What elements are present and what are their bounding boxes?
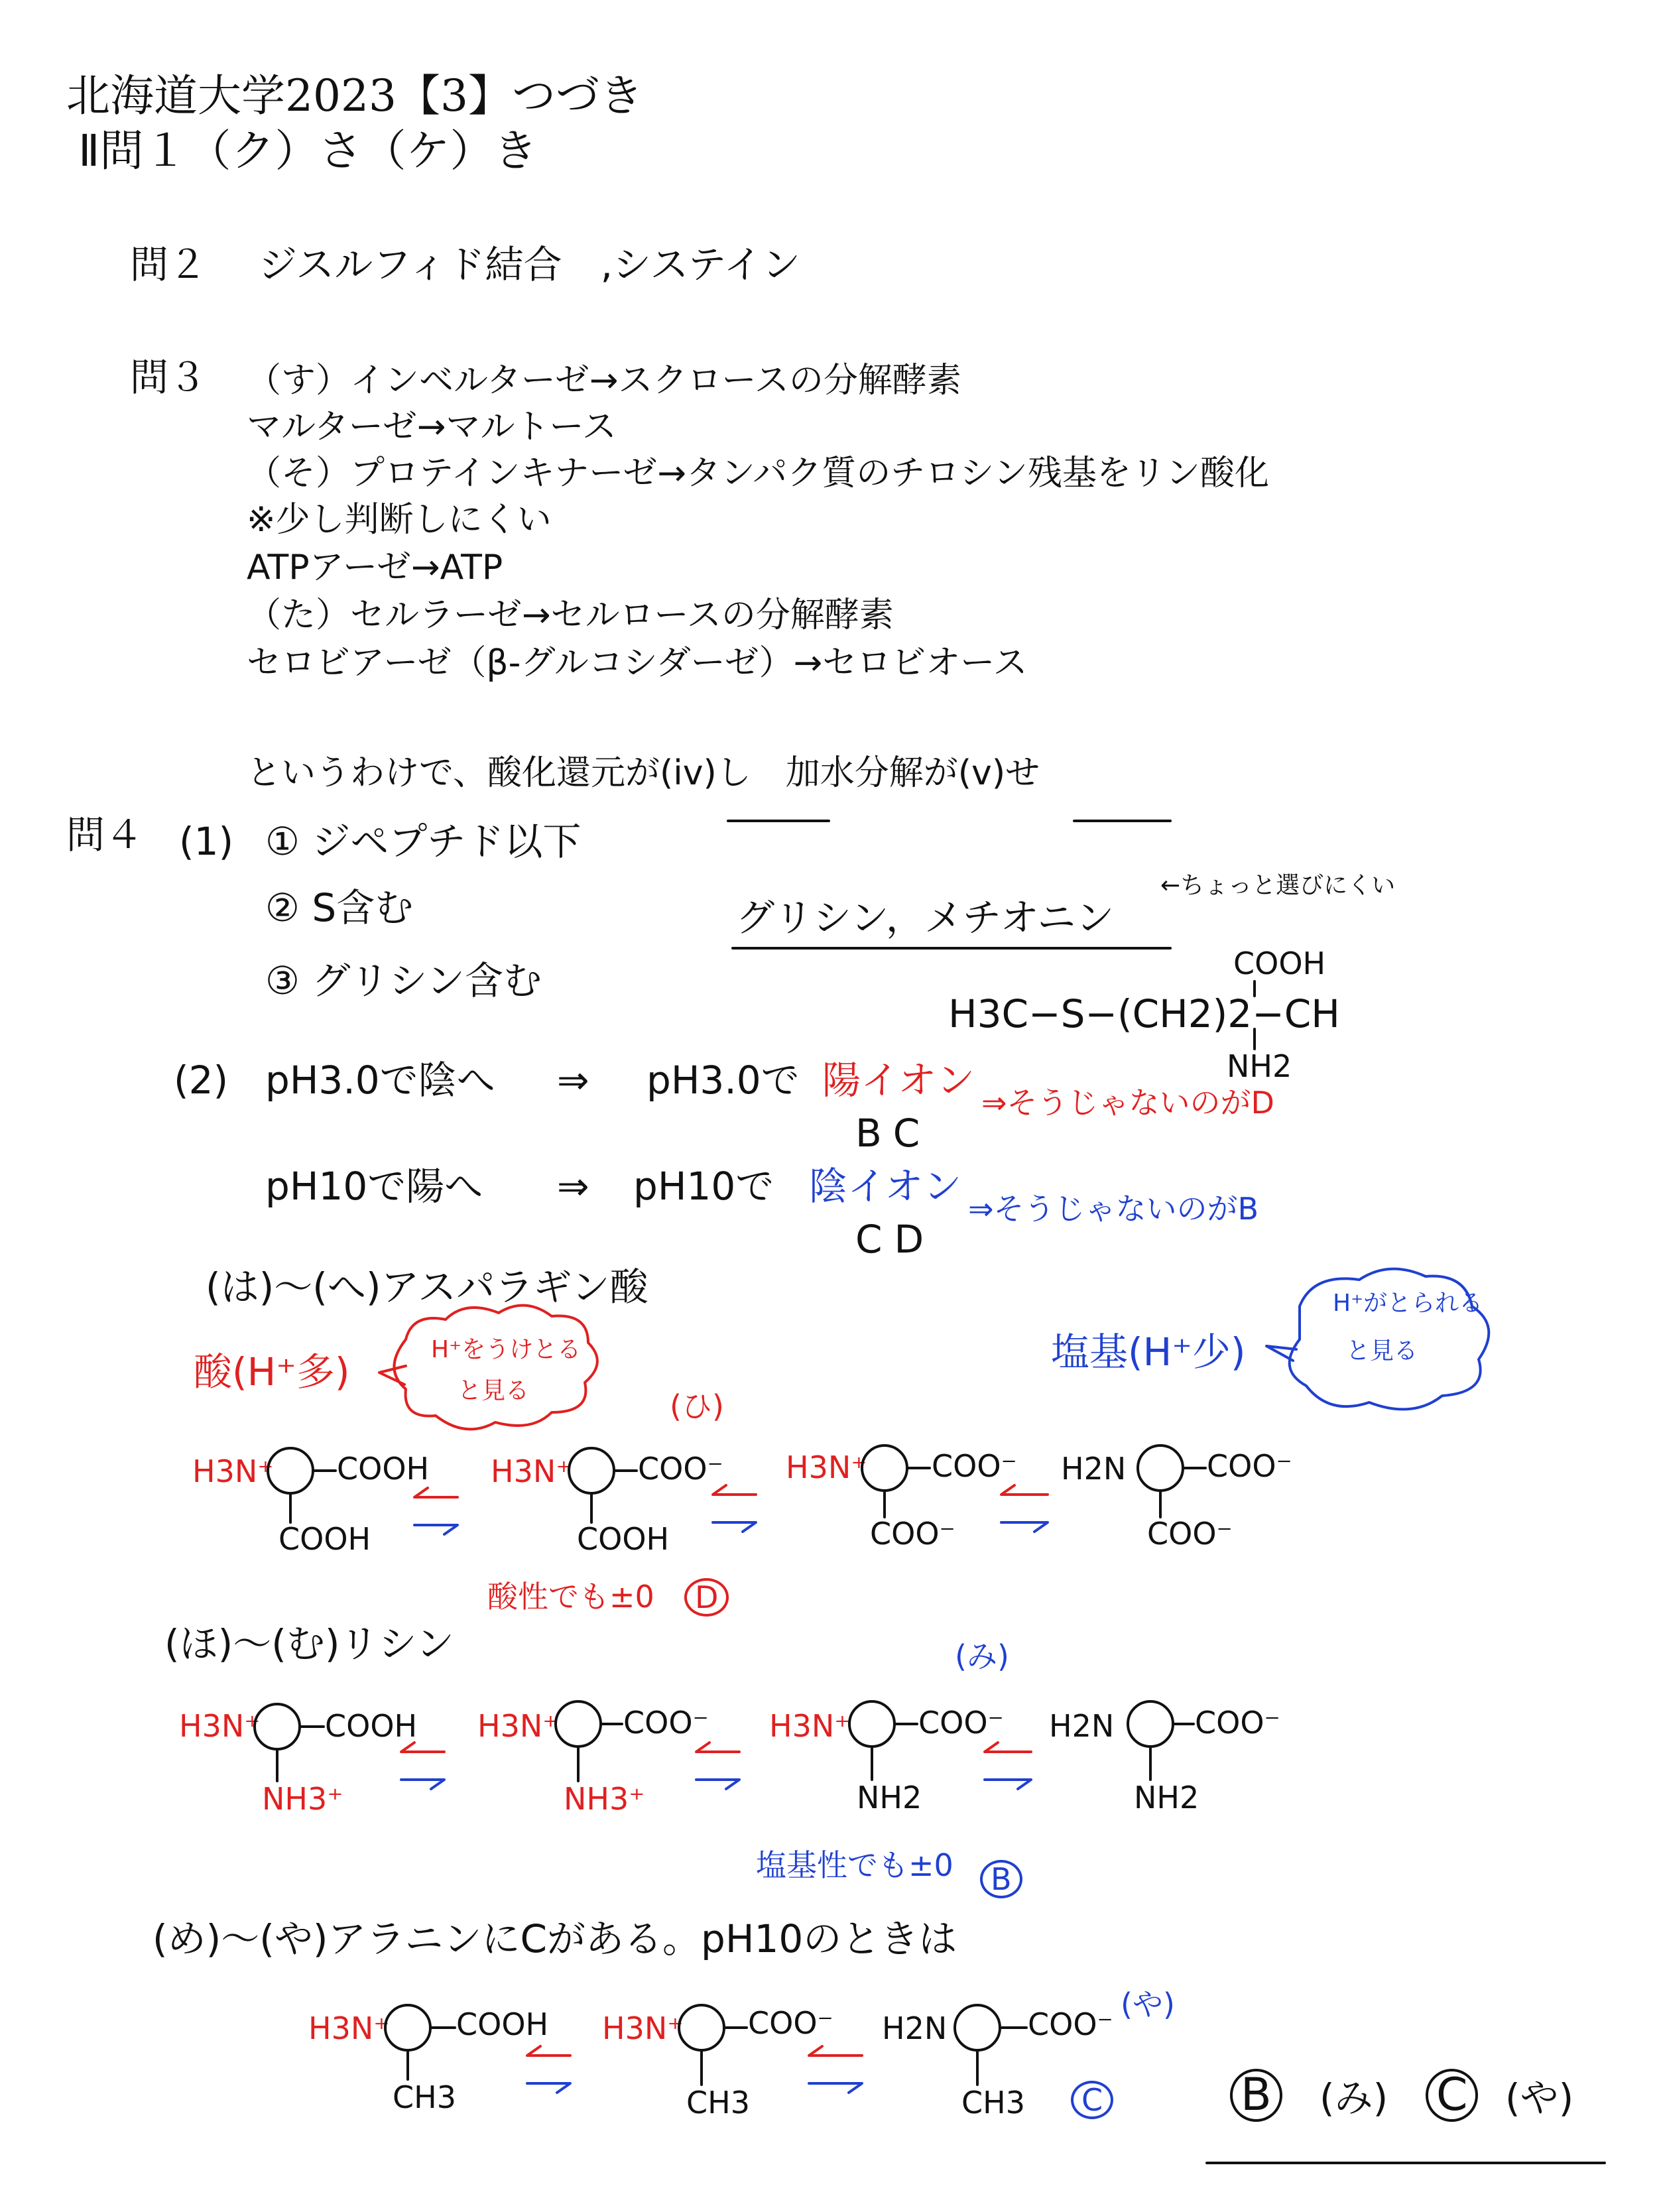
ph10-note: ⇒そうじゃないのがB [968, 1191, 1259, 1227]
ala-s2-right: COO⁻ [748, 2005, 833, 2041]
q1-answer-line: Ⅱ問１（ク）さ（ケ）き [78, 125, 538, 176]
ala-s3-right: COO⁻ [1028, 2006, 1113, 2042]
ala-s3-left: H2N [882, 2010, 948, 2046]
ala-s1-right: COOH [456, 2006, 549, 2042]
asp-base-bubble-2: と見る [1346, 1337, 1418, 1365]
q3-line-6: （た）セルラーゼ→セルロースの分解酵素 [247, 595, 894, 635]
lys-heading: (ほ)〜(む)リシン [164, 1621, 455, 1666]
ala-s1-left: H3N⁺ [308, 2010, 390, 2046]
lys-s1-left: H3N⁺ [179, 1708, 261, 1744]
q4-part2-label: (2) [174, 1058, 229, 1103]
q3-conclusion: というわけで、酸化還元が(iv)し 加水分解が(v)せ [247, 753, 1040, 793]
ph10-letters: CD [855, 1217, 936, 1262]
base-bubble-tail [1266, 1346, 1296, 1361]
asp-acid-label: 酸(H⁺多) [194, 1349, 350, 1394]
final-c: C [1426, 2069, 1478, 2122]
asp-s3-right: COO⁻ [932, 1448, 1017, 1484]
asp-s2-bottom: COOH [577, 1521, 670, 1557]
ph10-arrow: ⇒ [557, 1164, 589, 1209]
ala-note-circle: C [1071, 2081, 1113, 2119]
q3-line-4: ※少し判断しにくい [247, 500, 552, 540]
ala-s3-bottom: CH3 [961, 2085, 1025, 2120]
asp-tag: (ひ) [670, 1388, 724, 1424]
final-mi: (み) [1320, 2075, 1388, 2120]
asp-s2-left: H3N⁺ [491, 1453, 572, 1489]
page-title: 北海道大学2023【3】つづき [66, 70, 643, 121]
q3-line-2: マルターゼ→マルトース [247, 407, 617, 447]
asp-acid-bubble-1: H⁺をうけとる [431, 1336, 582, 1363]
asp-base-label: 塩基(H⁺少) [1051, 1329, 1246, 1375]
q3-line-3: （そ）プロテインキナーゼ→タンパク質のチロシン残基をリン酸化 [247, 454, 1269, 493]
q4-part1-label: (1) [179, 819, 234, 864]
ala-heading: (め)〜(や)アラニンにCがある。pH10のときは [153, 1916, 957, 1961]
lys-s2-bottom: NH3⁺ [564, 1781, 645, 1817]
ph3-letters: BC [855, 1111, 932, 1156]
asp-s1-left: H3N⁺ [192, 1453, 274, 1489]
asp-s4-left: H2N [1061, 1451, 1127, 1487]
ala-tag: (や) [1121, 1987, 1175, 2022]
methionine-nh2: NH2 [1227, 1048, 1292, 1084]
final-ya: (や) [1505, 2075, 1574, 2120]
ph3-left: pH3.0で陰へ [265, 1058, 495, 1103]
asp-acid-bubble-2: と見る [458, 1377, 530, 1404]
acid-bubble-tail [379, 1366, 406, 1384]
lys-s4-right: COO⁻ [1195, 1705, 1280, 1741]
ph3-right: pH3.0で [646, 1058, 800, 1103]
asp-note-circle: D [684, 1578, 729, 1617]
q4-note: ←ちょっと選びにくい [1160, 872, 1396, 899]
ph3-note: ⇒そうじゃないのがD [981, 1085, 1274, 1121]
q4-item-2: ② S含む [265, 885, 414, 930]
ph3-cation: 陽イオン [822, 1058, 975, 1103]
q4-item-1: ① ジペプチド以下 [265, 819, 582, 864]
asp-s4-bottom: COO⁻ [1147, 1516, 1233, 1552]
ala-s1-bottom: CH3 [393, 2079, 456, 2115]
final-b: B [1230, 2069, 1282, 2122]
asp-s3-bottom: COO⁻ [870, 1516, 955, 1552]
q4-label: 問４ [66, 812, 144, 857]
asp-base-bubble-1: H⁺がとられる [1333, 1290, 1483, 1317]
lys-s3-right: COO⁻ [918, 1705, 1004, 1741]
q2-answer: ジスルフィド結合 ,システイン [259, 242, 801, 287]
asp-s1-right: COOH [337, 1451, 430, 1487]
lys-s2-right: COO⁻ [623, 1705, 709, 1741]
lys-s3-left: H3N⁺ [769, 1708, 851, 1744]
acid-thought-bubble [395, 1306, 597, 1430]
asp-note: 酸性でも±0 [487, 1579, 654, 1615]
lys-tag: (み) [955, 1638, 1009, 1674]
methionine-chain: H3C−S−(CH2)2−CH [948, 991, 1340, 1036]
lys-s3-bottom: NH2 [857, 1780, 922, 1815]
lys-equilibrium-arrows [401, 1743, 1031, 1789]
ph3-arrow: ⇒ [557, 1058, 589, 1103]
q3-line-1: （す）インベルターゼ→スクロースの分解酵素 [247, 361, 961, 400]
q2-label: 問２ [130, 242, 208, 287]
q3-line-5: ATPアーゼ→ATP [247, 548, 503, 587]
lys-s1-bottom: NH3⁺ [262, 1781, 343, 1817]
lys-note: 塩基性でも±0 [756, 1847, 953, 1883]
lys-s1-right: COOH [325, 1708, 418, 1744]
lys-s4-bottom: NH2 [1134, 1780, 1199, 1815]
ala-s2-bottom: CH3 [686, 2085, 750, 2120]
q3-line-7: セロビアーゼ（β-グルコシダーゼ）→セロビオース [247, 643, 1028, 683]
asp-heading: (は)〜(へ)アスパラギン酸 [206, 1264, 648, 1310]
lys-s4-left: H2N [1049, 1708, 1115, 1744]
q3-label: 問３ [130, 355, 208, 400]
q4-answer: グリシン，メチオニン [736, 895, 1115, 940]
ala-s2-left: H3N⁺ [602, 2010, 684, 2046]
lys-note-circle: B [980, 1860, 1022, 1898]
asp-s2-right: COO⁻ [638, 1451, 723, 1487]
methionine-cooh: COOH [1233, 946, 1326, 981]
ph10-anion: 陰イオン [809, 1164, 962, 1209]
asp-s1-bottom: COOH [278, 1521, 371, 1557]
asp-s4-right: COO⁻ [1207, 1448, 1292, 1484]
asp-s3-left: H3N⁺ [786, 1449, 867, 1485]
lys-s2-left: H3N⁺ [477, 1708, 559, 1744]
ph10-right: pH10で [633, 1164, 774, 1209]
ph10-left: pH10で陽へ [265, 1164, 483, 1209]
q4-item-3: ③ グリシン含む [265, 958, 542, 1003]
